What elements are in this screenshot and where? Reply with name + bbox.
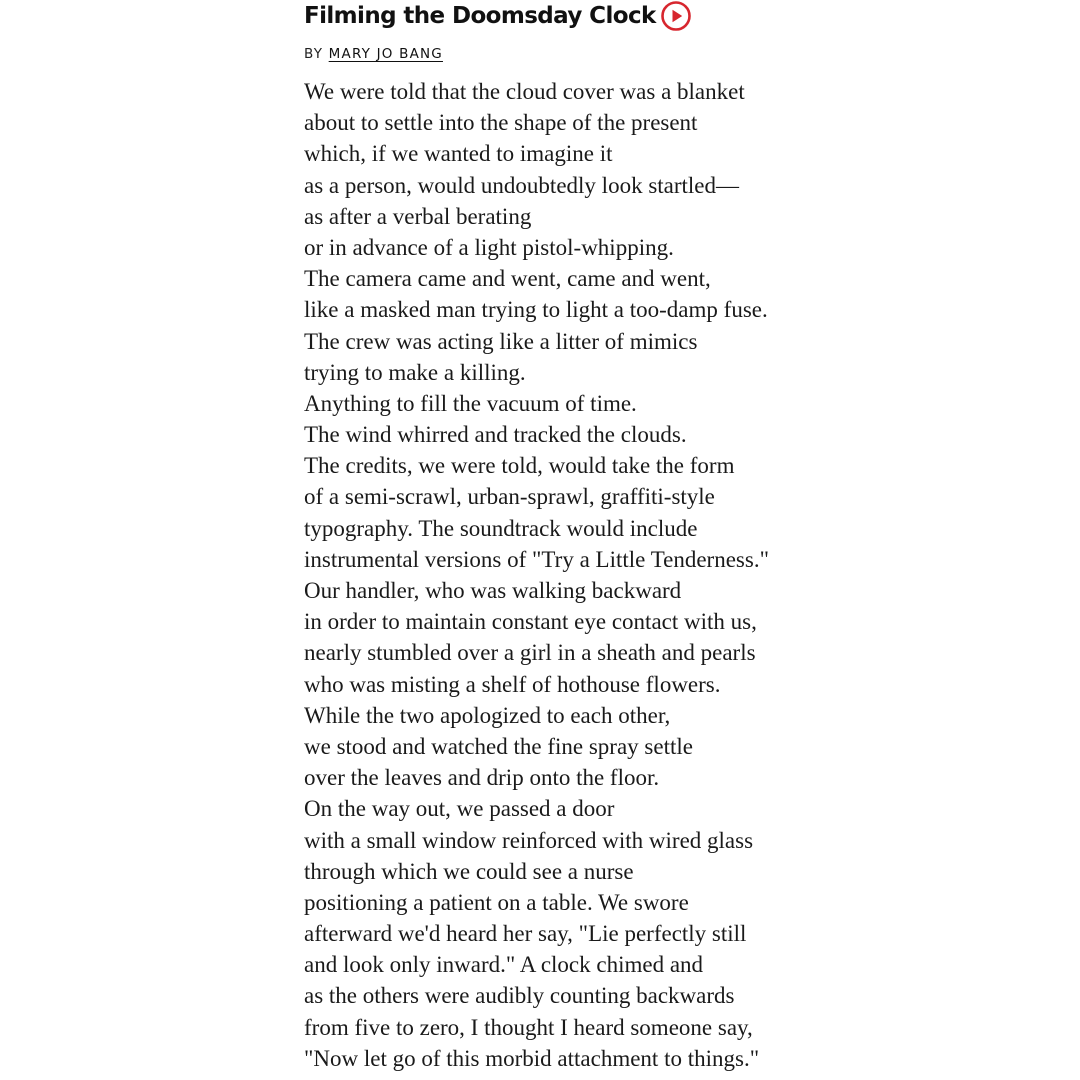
poem-line: from five to zero, I thought I heard someone say,: [304, 1014, 753, 1040]
poem-line: with a small window reinforced with wired glass: [304, 827, 754, 853]
poem-line: Anything to fill the vacuum of time.: [304, 390, 637, 416]
byline: [304, 44, 1064, 64]
poem-line: which, if we wanted to imagine it: [304, 141, 613, 167]
poem-line: we stood and watched the fine spray settle: [304, 733, 693, 759]
byline-prefix: BY: [304, 46, 329, 62]
poem-line: "Now let go of this morbid attachment to things.": [304, 1045, 760, 1071]
poem-line: On the way out, we passed a door: [304, 796, 615, 822]
poem-line: who was misting a shelf of hothouse flowers.: [304, 671, 721, 697]
poem-line: The crew was acting like a litter of mimics: [304, 328, 698, 354]
poem-line: as the others were audibly counting backwards: [304, 983, 735, 1009]
poem-line: trying to make a killing.: [304, 359, 526, 385]
poem-body: [304, 76, 1064, 1074]
poem-line: of a semi-scrawl, urban-sprawl, graffiti-style: [304, 484, 715, 510]
poem-line: through which we could see a nurse: [304, 858, 634, 884]
poem-line: positioning a patient on a table. We swore: [304, 889, 689, 915]
poem-line: typography. The soundtrack would include: [304, 515, 698, 541]
poem-line: afterward we'd heard her say, "Lie perfectly still: [304, 921, 747, 947]
poem-line: While the two apologized to each other,: [304, 702, 671, 728]
poem-line: and look only inward." A clock chimed and: [304, 952, 704, 978]
poem-line: as after a verbal berating: [304, 203, 532, 229]
poem-line: instrumental versions of "Try a Little Tenderness.": [304, 546, 769, 572]
poem-line: in order to maintain constant eye contact with us,: [304, 609, 757, 635]
poem-line: We were told that the cloud cover was a blanket: [304, 79, 745, 104]
poem-line: The camera came and went, came and went,: [304, 266, 711, 292]
poem-line: The credits, we were told, would take the form: [304, 453, 735, 479]
poem-line: The wind whirred and tracked the clouds.: [304, 422, 687, 448]
title-row: [304, 0, 1064, 32]
poem-line: about to settle into the shape of the present: [304, 110, 698, 136]
poem-line: or in advance of a light pistol-whipping.: [304, 234, 674, 260]
poem-line: as a person, would undoubtedly look startled—: [304, 172, 740, 198]
poem-line: over the leaves and drip onto the floor.: [304, 765, 660, 791]
poem-line: nearly stumbled over a girl in a sheath and pearls: [304, 640, 756, 666]
play-circle-icon[interactable]: [660, 0, 692, 32]
article: [304, 0, 1064, 1074]
poem-line: like a masked man trying to light a too-damp fuse.: [304, 297, 768, 323]
page-title: Filming the Doomsday Clock: [304, 3, 656, 29]
poem-line: Our handler, who was walking backward: [304, 578, 682, 603]
author-link[interactable]: MARY JO BANG: [328, 46, 443, 62]
